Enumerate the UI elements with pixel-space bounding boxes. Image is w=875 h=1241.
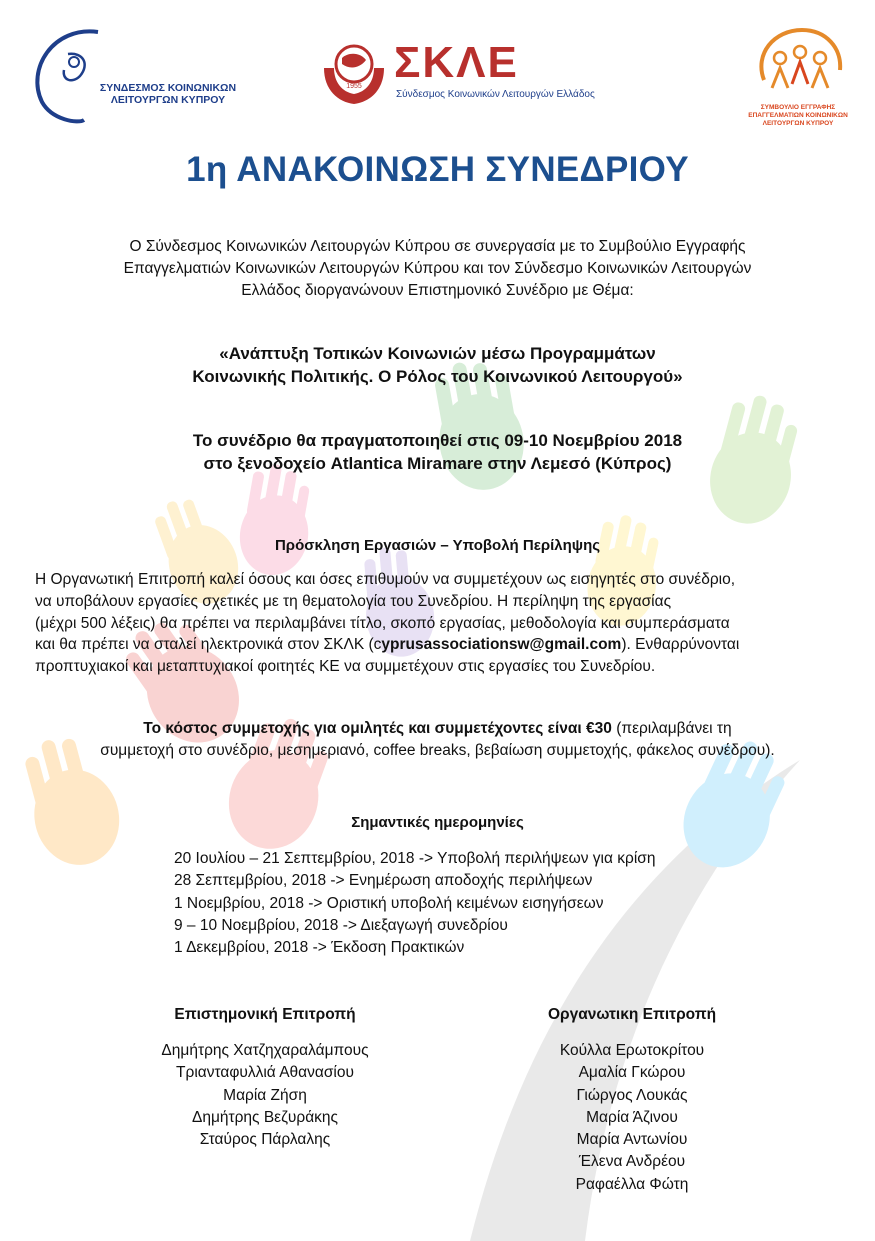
cost-line2: συμμετοχή στο συνέδριο, μεσημεριανό, coffee breaks, βεβαίωση συμμετοχής, φάκελος συνέδρου). — [100, 742, 775, 759]
intro-paragraph — [40, 236, 835, 302]
call-for-papers-title: Πρόσκληση Εργασιών – Υποβολή Περίληψης — [274, 537, 601, 554]
committee-member: Δημήτρης Βεζυράκης — [191, 1108, 339, 1126]
council-logo-text-line3: ΛΕΙΤΟΥΡΓΩΝ ΚΥΠΡΟΥ — [762, 120, 834, 127]
call-for-papers-body — [35, 569, 850, 678]
call-line4-before: και θα πρέπει να σταλεί ηλεκτρονικά στον ΣΚΛΚ (c — [35, 636, 382, 654]
committee-member: Γιώργος Λουκάς — [576, 1086, 688, 1104]
call-line-email — [35, 634, 850, 656]
skle-logo — [320, 38, 620, 108]
cost-highlight: Το κόστος συμμετοχής για ομιλητές και συμμετέχοντες είναι €30 — [143, 720, 612, 737]
skle-globe-hands-icon — [320, 38, 388, 108]
organizing-committee-title: Οργανωτικη Επιτροπή — [547, 1006, 717, 1023]
cyprus-social-workers-logo — [28, 24, 237, 124]
call-line4-after: ). Ενθαρρύνονται — [621, 636, 740, 654]
intro-line: Ελλάδος διοργανώνουν Επιστημονικό Συνέδριο με Θέμα: — [241, 282, 634, 299]
scientific-committee-members — [105, 1040, 425, 1151]
call-line: (μέχρι 500 λέξεις) θα πρέπει να περιλαμβάνει τίτλο, σκοπό εργασίας, μεθοδολογία και συμπεράσματα — [35, 614, 730, 632]
intro-line: Ο Σύνδεσμος Κοινωνικών Λειτουργών Κύπρου σε συνεργασία με το Συμβούλιο Εγγραφής — [129, 238, 746, 255]
theme-line: Κοινωνικής Πολιτικής. Ο Ρόλος του Κοινωνικού Λειτουργού» — [192, 367, 683, 386]
committee-member: Μαρία Ζήση — [223, 1086, 307, 1104]
conference-theme — [60, 342, 815, 388]
date-item: 1 Δεκεμβρίου, 2018 -> Έκδοση Πρακτικών — [174, 939, 465, 957]
registration-council-logo — [738, 24, 858, 134]
committee-member: Κούλλα Ερωτοκρίτου — [559, 1042, 705, 1059]
conference-venue — [60, 429, 815, 475]
important-dates-list — [174, 848, 814, 959]
date-item: 9 – 10 Νοεμβρίου, 2018 -> Διεξαγωγή συνεδρίου — [174, 916, 508, 934]
intro-line: Επαγγελματιών Κοινωνικών Λειτουργών Κύπρου και τον Σύνδεσμο Κοινωνικών Λειτουργών — [123, 260, 752, 277]
call-line: να υποβάλουν εργασίες σχετικές με τη θεματολογία του Συνεδρίου. Η περίληψη της εργασίας — [35, 592, 672, 610]
venue-line: Το συνέδριο θα πραγματοποιηθεί στις 09-10 Νοεμβρίου 2018 — [192, 431, 683, 450]
committee-member: Έλενα Ανδρέου — [578, 1153, 686, 1171]
call-line: προπτυχιακοί και μεταπτυχιακοί φοιτητές ΚΕ να συμμετέχουν στις εργασίες του Συνεδρίου. — [35, 658, 656, 676]
committee-member: Μαρία Άζινου — [586, 1108, 678, 1126]
cyprus-logo-text-line2: ΛΕΙΤΟΥΡΓΩΝ ΚΥΠΡΟΥ — [110, 94, 226, 106]
organizing-committee-members — [472, 1040, 792, 1196]
skle-emblem-year: 1955 — [346, 83, 362, 90]
cyprus-logo-text-line1: ΣΥΝΔΕΣΜΟΣ ΚΟΙΝΩΝΙΚΩΝ — [99, 82, 237, 94]
skle-subtitle: Σύνδεσμος Κοινωνικών Λειτουργών Ελλάδος — [396, 89, 595, 100]
call-line: Η Οργανωτική Επιτροπή καλεί όσους και όσες επιθυμούν να συμμετέχουν ως εισηγητές στο συνέδριο, — [35, 571, 736, 588]
cyprus-logo-mark-icon — [28, 24, 128, 124]
council-logo-text-line1: ΣΥΜΒΟΥΛΙΟ ΕΓΓΡΑΦΗΣ — [760, 104, 836, 111]
participation-cost — [40, 718, 835, 762]
people-circle-icon — [750, 24, 846, 104]
page-title: 1η ΑΝΑΚΟΙΝΩΣΗ ΣΥΝΕΔΡΙΟΥ — [186, 150, 689, 189]
venue-line: στο ξενοδοχείο Atlantica Miramare στην Λεμεσό (Κύπρος) — [203, 454, 672, 473]
theme-line: «Ανάπτυξη Τοπικών Κοινωνιών μέσω Προγραμμάτων — [219, 344, 656, 363]
scientific-committee-title: Επιστημονική Επιτροπή — [174, 1006, 356, 1023]
council-logo-text-line2: ΕΠΑΓΓΕΛΜΑΤΙΩΝ ΚΟΙΝΩΝΙΚΩΝ — [748, 112, 848, 119]
committee-member: Δημήτρης Χατζηχαραλάμπους — [161, 1042, 369, 1059]
committee-member: Ραφαέλλα Φώτη — [575, 1175, 689, 1193]
cost-text: (περιλαμβάνει τη — [611, 720, 732, 737]
date-item: 1 Νοεμβρίου, 2018 -> Οριστική υποβολή κειμένων εισηγήσεων — [174, 894, 604, 912]
date-item: 20 Ιουλίου – 21 Σεπτεμβρίου, 2018 -> Υποβολή περιλήψεων για κρίση — [174, 850, 656, 867]
date-item: 28 Σεπτεμβρίου, 2018 -> Ενημέρωση αποδοχής περιλήψεων — [174, 872, 593, 890]
organizing-committee — [472, 1006, 792, 1196]
skle-wordmark: ΣΚΛΕ — [394, 38, 519, 87]
contact-email: yprusassociationsw@gmail.com — [381, 636, 622, 654]
committee-member: Αμαλία Γκώρου — [578, 1064, 686, 1082]
committee-member: Μαρία Αντωνίου — [576, 1131, 688, 1149]
scientific-committee — [105, 1006, 425, 1151]
committee-member: Σταύρος Πάρλαλης — [199, 1131, 331, 1149]
important-dates-title: Σημαντικές ημερομηνίες — [351, 814, 524, 831]
committee-member: Τριανταφυλλιά Αθανασίου — [176, 1064, 354, 1082]
